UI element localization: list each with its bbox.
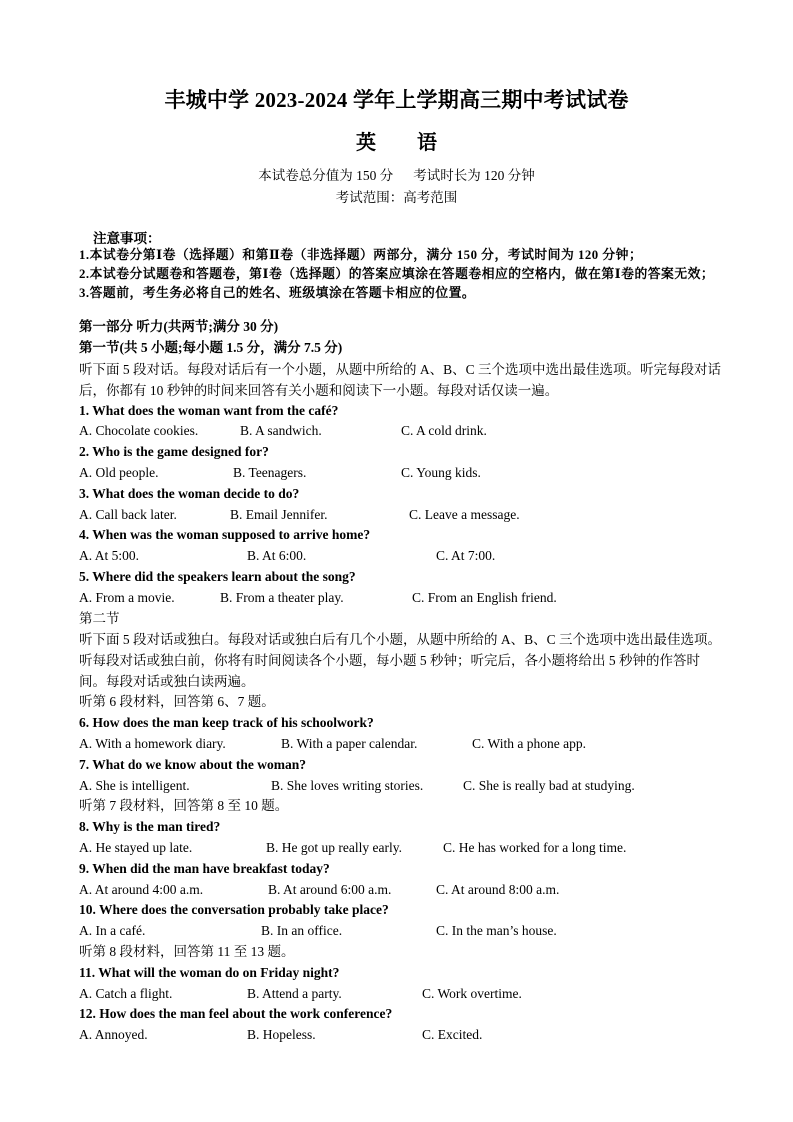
option-a: A. She is intelligent. <box>79 777 190 793</box>
question-12: 12. How does the man feel about the work conference? <box>79 1006 393 1022</box>
option-b: B. She loves writing stories. <box>271 777 424 793</box>
options-10 <box>79 921 721 942</box>
option-c: C. At 7:00. <box>436 548 496 564</box>
options-3 <box>79 505 721 526</box>
option-c: C. He has worked for a long time. <box>443 839 627 855</box>
question-1: 1. What does the woman want from the café? <box>79 402 339 418</box>
listening-part <box>79 317 721 1046</box>
option-c: C. Work overtime. <box>422 985 522 1001</box>
option-a: A. With a homework diary. <box>79 735 226 751</box>
option-c: C. She is really bad at studying. <box>463 777 635 793</box>
option-c: C. Young kids. <box>401 464 481 480</box>
question-9: 9. When did the man have breakfast today? <box>79 860 330 876</box>
option-b: B. Hopeless. <box>247 1027 316 1043</box>
option-a: A. Old people. <box>79 464 159 480</box>
option-c: C. Excited. <box>422 1027 483 1043</box>
question-6: 6. How does the man keep track of his schoolwork? <box>79 715 374 731</box>
option-c: C. Leave a message. <box>409 506 520 522</box>
option-c: C. From an English friend. <box>412 589 557 605</box>
option-a: A. From a movie. <box>79 589 175 605</box>
exam-info <box>0 164 793 184</box>
option-b: B. Teenagers. <box>233 464 307 480</box>
options-4 <box>79 546 721 567</box>
option-a: A. He stayed up late. <box>79 839 193 855</box>
question-7: 7. What do we know about the woman? <box>79 756 307 772</box>
question-5: 5. Where did the speakers learn about the song? <box>79 568 356 584</box>
question-8: 8. Why is the man tired? <box>79 819 221 835</box>
note-item: 1.本试卷分第Ⅰ卷（选择题）和第Ⅱ卷（非选择题）两部分，满分 150 分，考试时间为 120 分钟； <box>79 248 643 262</box>
option-c: C. In the man’s house. <box>436 923 557 939</box>
notes-list <box>79 246 719 304</box>
option-b: B. A sandwich. <box>240 423 322 439</box>
option-a: A. Call back later. <box>79 506 177 522</box>
section1-heading: 第一节(共 5 小题;每小题 1.5 分，满分 7.5 分) <box>79 339 343 355</box>
options-5 <box>79 588 721 609</box>
option-b: B. In an office. <box>261 923 343 939</box>
option-b: B. At 6:00. <box>247 548 307 564</box>
question-3: 3. What does the woman decide to do? <box>79 485 300 501</box>
option-b: B. At around 6:00 a.m. <box>268 881 392 897</box>
options-12 <box>79 1025 721 1046</box>
option-a: A. Chocolate cookies. <box>79 423 199 439</box>
total-score: 本试卷总分值为 150 分 <box>258 168 394 183</box>
exam-duration: 考试时长为 120 分钟 <box>413 168 535 183</box>
material-8-note: 听第 8 段材料，回答第 11 至 13 题。 <box>79 943 295 959</box>
exam-scope: 考试范围：高考范围 <box>335 190 458 205</box>
option-b: B. From a theater play. <box>220 589 344 605</box>
option-a: A. At 5:00. <box>79 548 140 564</box>
options-2 <box>79 463 721 484</box>
options-6 <box>79 734 721 755</box>
note-item: 3.答题前，考生务必将自己的姓名、班级填涂在答题卡相应的位置。 <box>79 286 476 301</box>
option-b: B. Email Jennifer. <box>230 506 328 522</box>
exam-title: 丰城中学 2023-2024 学年上学期高三期中考试试卷 <box>164 88 629 112</box>
option-c: C. At around 8:00 a.m. <box>436 881 560 897</box>
option-a: A. In a café. <box>79 923 146 939</box>
option-a: A. Annoyed. <box>79 1027 148 1043</box>
section2-heading: 第二节 <box>79 610 120 626</box>
section2-instructions: 听下面 5 段对话或独白。每段对话或独白后有几个小题，从题中所给的 A、B、C 三个选项中选出最佳选项。听每段对话或独白前，你将有时间阅读各个小题，每小题 5 秒钟；听完后，各小题将给出 5 秒钟的作答时间。每段对话或独白读两遍。 <box>79 632 722 690</box>
material-6-note: 听第 6 段材料，回答第 6、7 题。 <box>79 694 275 710</box>
notes-heading: 注意事项： <box>93 231 161 246</box>
option-a: A. Catch a flight. <box>79 985 173 1001</box>
options-8 <box>79 838 721 859</box>
options-1 <box>79 421 721 442</box>
note-item: 2.本试卷分试题卷和答题卷，第Ⅰ卷（选择题）的答案应填涂在答题卷相应的空格内，做在第Ⅰ卷的答案无效； <box>79 267 715 282</box>
option-b: B. He got up really early. <box>266 839 402 855</box>
option-a: A. At around 4:00 a.m. <box>79 881 204 897</box>
option-b: B. With a paper calendar. <box>281 735 418 751</box>
options-9 <box>79 880 721 901</box>
question-10: 10. Where does the conversation probably take place? <box>79 902 389 918</box>
options-11 <box>79 984 721 1005</box>
option-b: B. Attend a party. <box>247 985 342 1001</box>
option-c: C. A cold drink. <box>401 423 487 439</box>
material-7-note: 听第 7 段材料，回答第 8 至 10 题。 <box>79 798 289 814</box>
exam-subject: 英 语 <box>356 132 455 154</box>
question-4: 4. When was the woman supposed to arrive home? <box>79 527 371 543</box>
question-2: 2. Who is the game designed for? <box>79 444 269 460</box>
options-7 <box>79 776 721 797</box>
section1-instructions: 听下面 5 段对话。每段对话后有一个小题，从题中所给的 A、B、C 三个选项中选出最佳选项。听完每段对话后，你都有 10 秒钟的时间来回答有关小题和阅读下一小题。每段对话仅读一遍。 <box>79 361 722 398</box>
option-c: C. With a phone app. <box>472 735 586 751</box>
part1-heading: 第一部分 听力(共两节;满分 30 分) <box>79 319 279 334</box>
question-11: 11. What will the woman do on Friday night? <box>79 964 340 980</box>
